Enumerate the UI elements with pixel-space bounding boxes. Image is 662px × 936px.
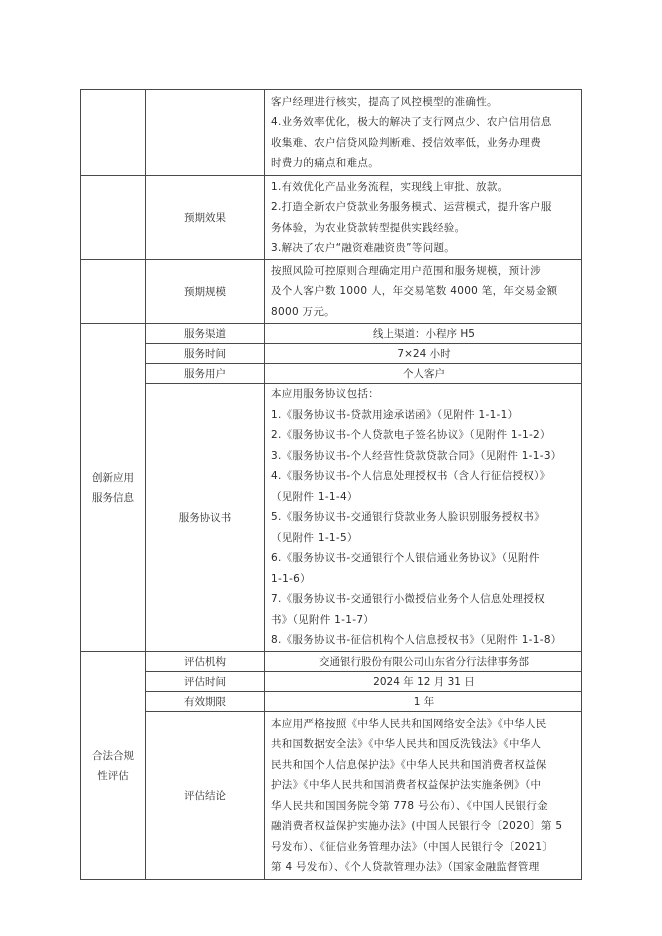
text-line: 务体验，为农业贷款转型提供实践经验。 <box>271 221 466 234</box>
text-line: 5.《服务协议书-交通银行贷款业务人脸识别服务授权书》 <box>271 511 545 524</box>
text-line: 6.《服务协议书-交通银行个人银信通业务协议》（见附件 <box>271 552 540 565</box>
text-line: 3.解决了农户“融资难融资贵”等问题。 <box>271 242 456 254</box>
service-users-value: 个人客户 <box>265 364 582 384</box>
service-time-label: 服务时间 <box>146 344 265 364</box>
text-line: 8.《服务协议书-征信机构个人信息授权书》（见附件 1-1-8） <box>271 634 562 647</box>
text-line: 2.打造全新农户贷款业务服务模式、运营模式，提升客户服 <box>271 201 552 213</box>
table-row <box>81 364 582 384</box>
table-row <box>81 672 582 692</box>
text-line: 及个人客户数 1000 人，年交易笔数 4000 笔，年交易金额 <box>271 285 558 298</box>
conclusion-label: 评估结论 <box>146 712 265 880</box>
expected-scale-value <box>265 260 582 324</box>
expected-effect-label: 预期效果 <box>146 176 265 260</box>
continuation-cell <box>265 90 582 176</box>
validity-label: 有效期限 <box>146 692 265 712</box>
assessor-label: 评估机构 <box>146 652 265 672</box>
text-line: 2.《服务协议书-个人贷款电子签名协议》（见附件 1-1-2） <box>271 429 551 442</box>
table-row <box>81 90 582 176</box>
text-line: 1-1-6） <box>271 572 311 585</box>
text-line: （见附件 1-1-4） <box>271 490 358 503</box>
service-users-label: 服务用户 <box>146 364 265 384</box>
application-info-table <box>80 89 582 880</box>
empty-category-cell <box>81 90 146 176</box>
text-line: 客户经理进行核实，提高了风控模型的准确性。 <box>271 95 498 108</box>
text-line: 第 4 号发布）、《个人贷款管理办法》（国家金融监督管理 <box>271 861 540 873</box>
assessment-time-label: 评估时间 <box>146 672 265 692</box>
text-line: 共和国数据安全法》《中华人民共和国反洗钱法》《中华人 <box>271 738 542 750</box>
text-line: 3.《服务协议书-个人经营性贷款贷款合同》（见附件 1-1-3） <box>271 449 562 462</box>
text-line: 护法》《中华人民共和国消费者权益保护法实施条例》（中 <box>271 779 542 791</box>
text-line: （见附件 1-1-5） <box>271 531 358 544</box>
table-row <box>81 324 582 344</box>
text-line: 号发布）、《征信业务管理办法》（中国人民银行令〔2021〕 <box>271 840 554 853</box>
service-channel-value: 线上渠道：小程序 H5 <box>265 324 582 344</box>
empty-category-cell <box>81 260 146 324</box>
empty-category-cell <box>81 176 146 260</box>
table-row <box>81 176 582 260</box>
category-label: 服务信息 <box>92 491 134 504</box>
assessor-value: 交通银行股份有限公司山东省分行法律事务部 <box>265 652 582 672</box>
expected-effect-value <box>265 176 582 260</box>
text-line: 时费力的痛点和难点。 <box>271 157 379 169</box>
empty-label-cell <box>146 90 265 176</box>
validity-value: 1 年 <box>265 692 582 712</box>
text-line: 8000 万元。 <box>271 305 335 318</box>
table-row <box>81 652 582 672</box>
text-line: 本应用严格按照《中华人民共和国网络安全法》《中华人民 <box>271 717 547 730</box>
text-line: 融消费者权益保护实施办法》(中国人民银行令〔2020〕第 5 <box>271 820 563 832</box>
service-agreement-label: 服务协议书 <box>146 384 265 652</box>
category-label: 创新应用 <box>92 471 134 484</box>
category-label: 性评估 <box>97 769 129 782</box>
innovation-category-cell <box>81 324 146 652</box>
assessment-time-value: 2024 年 12 月 31 日 <box>265 672 582 692</box>
table-row <box>81 384 582 652</box>
table-row <box>81 712 582 880</box>
table-row <box>81 344 582 364</box>
text-line: 书》（见附件 1-1-7） <box>271 613 375 626</box>
service-channel-label: 服务渠道 <box>146 324 265 344</box>
text-line: 4.《服务协议书-个人信息处理授权书（含人行征信授权）》 <box>271 470 551 483</box>
service-agreement-value <box>265 384 582 652</box>
expected-scale-label: 预期规模 <box>146 260 265 324</box>
conclusion-value <box>265 712 582 880</box>
category-label: 合法合规 <box>92 749 134 762</box>
text-line: 民共和国个人信息保护法》《中华人民共和国消费者权益保 <box>271 758 547 771</box>
text-line: 7.《服务协议书-交通银行小微授信业务个人信息处理授权 <box>271 593 545 606</box>
compliance-category-cell <box>81 652 146 880</box>
table-row <box>81 260 582 324</box>
text-line: 华人民共和国国务院令第 778 号公布）、《中国人民银行金 <box>271 799 548 812</box>
table-row <box>81 692 582 712</box>
service-time-value: 7×24 小时 <box>265 344 582 364</box>
text-line: 本应用服务协议包括： <box>271 388 379 401</box>
text-line: 收集难、农户信贷风险判断难、授信效率低，业务办理费 <box>271 136 541 149</box>
text-line: 1.《服务协议书-贷款用途承诺函》（见附件 1-1-1） <box>271 408 519 421</box>
text-line: 1.有效优化产品业务流程，实现线上审批、放款。 <box>271 180 509 193</box>
text-line: 按照风险可控原则合理确定用户范围和服务规模，预计涉 <box>271 264 541 277</box>
text-line: 4.业务效率优化，极大的解决了支行网点少、农户信用信息 <box>271 116 552 128</box>
